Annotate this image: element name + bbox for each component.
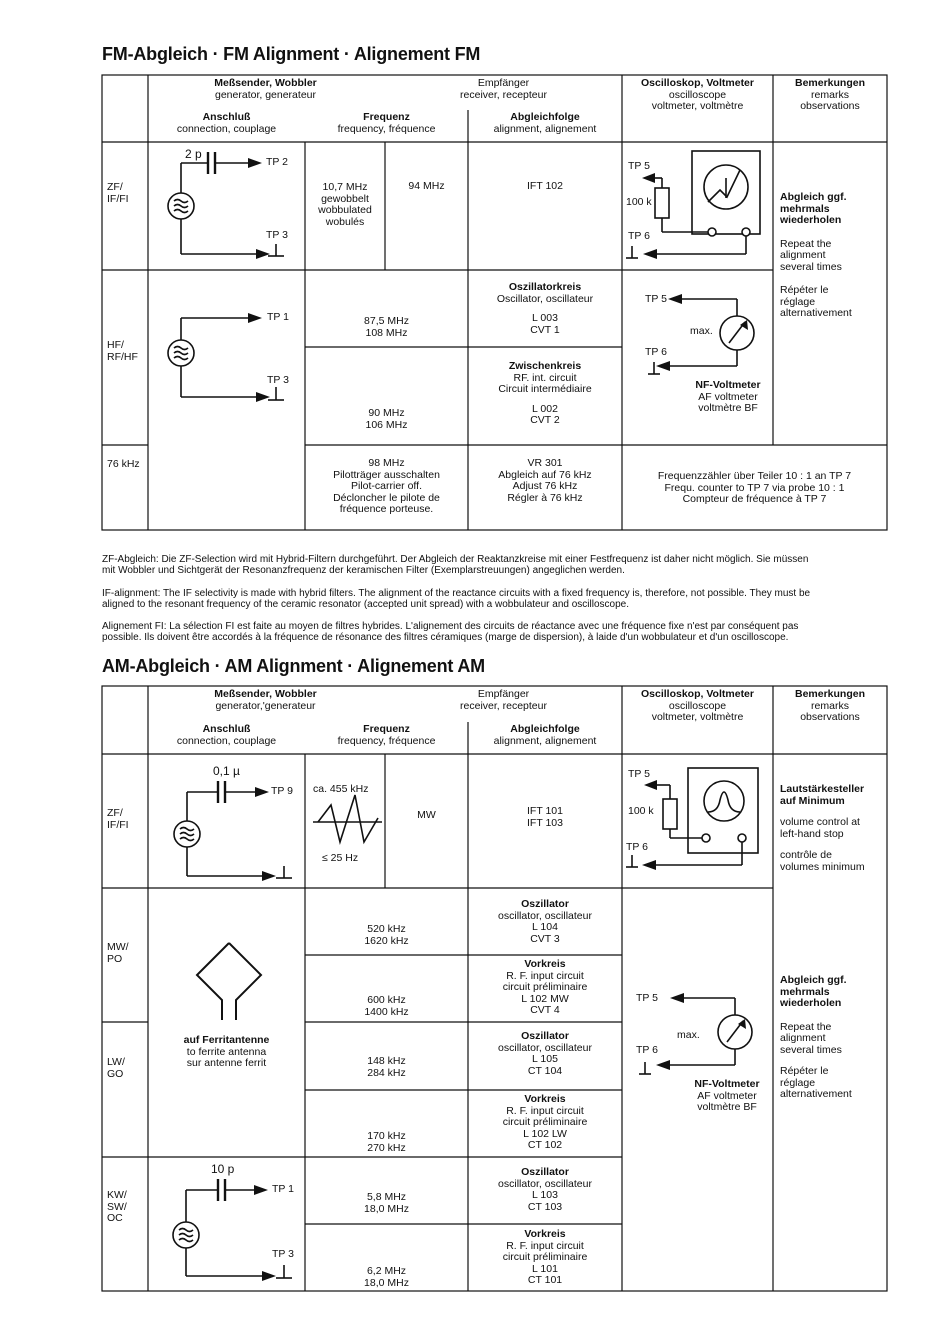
fm-hf-tp1: TP 1	[267, 311, 289, 323]
am-title: AM-Abgleich · AM Alignment · Alignement AM	[102, 656, 485, 676]
am-kw-tp3: TP 3	[272, 1248, 294, 1260]
am-zf-osc-res: 100 k	[628, 805, 654, 817]
am-kw-seq1: Oszillator oscillator, oscillateur L 103 CT 103	[498, 1166, 592, 1213]
fm-hf-tp5: TP 5	[645, 293, 667, 305]
am-kw-seq2: Vorkreis R. F. input circuit circuit préliminaire L 101 CT 101	[502, 1228, 588, 1286]
fm-zf-sequence: IFT 102	[527, 180, 563, 192]
fm-zf-osc-res: 100 k	[626, 196, 652, 208]
am-hdr-oscilloscope: Oscilloskop, Voltmeter oscilloscope voltmeter, voltmètre	[640, 688, 754, 723]
fm-76khz-sequence: VR 301 Abgleich auf 76 kHz Adjust 76 kHz Régler à 76 kHz	[498, 457, 592, 504]
am-lw-freq1: 148 kHz 284 kHz	[367, 1055, 406, 1079]
am-hdr-generator: Meßsender, Wobbler generator,'generateur	[214, 688, 317, 712]
am-kw-tp1: TP 1	[272, 1183, 294, 1195]
am-kw-capacitor: 10 p	[211, 1162, 235, 1176]
am-zf-sequence: IFT 101 IFT 103	[527, 805, 563, 829]
am-vm-tp6: TP 6	[636, 1044, 658, 1056]
fm-hf-voltmeter-label: NF-Voltmeter AF voltmeter voltmètre BF	[695, 379, 761, 414]
am-lw-seq1: Oszillator oscillator, oscillateur L 105 CT 104	[498, 1030, 592, 1077]
am-zf-freq1: ca. 455 kHz	[313, 783, 369, 795]
fm-76khz-freq: 98 MHz Pilotträger ausschalten Pilot-carrier off. Décloncher le pilote de fréquence porteuse.	[333, 457, 440, 515]
wobble-signal-symbol	[313, 795, 382, 842]
note-de: ZF-Abgleich: Die ZF-Selection wird mit Hybrid-Filtern durchgeführt. Der Abgleich der Reaktanzkreise mit einer Festfrequenz ist daher nicht möglich. Sie müssen mit Wobbler und Sichtgerät der Resonanzfrequenz der keramischen Filter (Exemplarstreuungen) angeglichen werden.	[102, 554, 809, 576]
am-zf-osc-tp6: TP 6	[626, 841, 648, 853]
fm-zf-freq2: 94 MHz	[408, 180, 445, 192]
fm-hdr-receiver: Empfänger receiver, recepteur	[460, 77, 547, 101]
am-kw-freq1: 5,8 MHz 18,0 MHz	[364, 1191, 409, 1215]
am-hdr-remarks: Bemerkungen remarks observations	[794, 688, 866, 723]
note-fr: Alignement FI: La sélection FI est faite au moyen de filtres hybrides. L'alignement des circuits de réactance avec une fréquence fixe n'est par conséquent pas possible. Ils doivent être accordés à la fréquence de résonance des filtres céramiques (marge de dispersion), à laide d'un wobbulateur et d'un oscilloscope.	[102, 621, 799, 643]
am-zf-tp9: TP 9	[271, 785, 293, 797]
am-zf-osc-tp5: TP 5	[628, 768, 650, 780]
fm-hdr-remarks: Bemerkungen remarks observations	[794, 77, 866, 112]
fm-hf-freq1: 87,5 MHz 108 MHz	[364, 315, 409, 339]
am-kw-freq2: 6,2 MHz 18,0 MHz	[364, 1265, 409, 1289]
am-mw-label: MW/ PO	[107, 941, 129, 965]
fm-hf-label: HF/ RF/HF	[107, 339, 138, 363]
am-zf-freq2: ≤ 25 Hz	[322, 852, 359, 864]
ferrite-antenna-label: auf Ferritantenne to ferrite antenna sur antenne ferrit	[183, 1034, 270, 1069]
fm-zf-tp2: TP 2	[266, 156, 288, 168]
am-zf-remarks: Lautstärkesteller auf Minimum volume control at left-hand stop contrôle de volumes minimum	[780, 783, 865, 873]
fm-hf-freq2: 90 MHz 106 MHz	[365, 407, 408, 431]
am-vm-max: max.	[677, 1029, 700, 1041]
fm-hdr-oscilloscope: Oscilloskop, Voltmeter oscilloscope voltmeter, voltmètre	[640, 77, 754, 112]
am-lw-seq2: Vorkreis R. F. input circuit circuit préliminaire L 102 LW CT 102	[502, 1093, 588, 1151]
fm-zf-label: ZF/ IF/FI	[107, 181, 129, 205]
am-zf-capacitor: 0,1 µ	[213, 764, 240, 778]
fm-hf-tp3: TP 3	[267, 374, 289, 386]
fm-zf-tp3: TP 3	[266, 229, 288, 241]
am-mw-freq2: 600 kHz 1400 kHz	[364, 994, 409, 1018]
am-zf-label: ZF/ IF/FI	[107, 807, 129, 831]
fm-76khz-counter: Frequenzzähler über Teiler 10 : 1 an TP 7 Frequ. counter to TP 7 via probe 10 : 1 Compteur de fréquence à TP 7	[657, 470, 852, 505]
fm-hf-tp6: TP 6	[645, 346, 667, 358]
fm-hf-seq1: Oszillatorkreis Oscillator, oscillateur L 003 CVT 1	[496, 281, 594, 336]
am-kw-label: KW/ SW/ OC	[107, 1189, 127, 1224]
note-en: IF-alignment: The IF selectivity is made with hybrid filters. The alignment of the reactance circuits with a fixed frequency is, therefore, not possible. They must be aligned to the resonant frequency of the ceramic resonator (accepted unit spread) with a wobbulateur and oscilloscope.	[102, 588, 811, 610]
fm-zf-capacitor: 2 p	[185, 147, 202, 161]
fm-zf-freq1: 10,7 MHz gewobbelt wobbulated wobulés	[318, 181, 372, 228]
am-hdr-connection: Anschluß connection, couplage	[176, 723, 277, 747]
fm-hf-max: max.	[690, 325, 713, 337]
am-hdr-receiver: Empfänger receiver, recepteur	[460, 688, 547, 712]
am-hdr-frequency: Frequenz frequency, fréquence	[337, 723, 436, 747]
fm-zf-osc-tp6: TP 6	[628, 230, 650, 242]
fm-title: FM-Abgleich · FM Alignment · Alignement FM	[102, 44, 481, 64]
fm-hf-generator-symbol	[168, 318, 284, 400]
am-vm-tp5: TP 5	[636, 992, 658, 1004]
am-lw-label: LW/ GO	[107, 1056, 125, 1080]
am-mw-seq1: Oszillator oscillator, oscillateur L 104 CVT 3	[498, 898, 592, 945]
fm-hdr-frequency: Frequenz frequency, fréquence	[337, 111, 436, 135]
fm-hdr-connection: Anschluß connection, couplage	[176, 111, 277, 135]
am-mw-seq2: Vorkreis R. F. input circuit circuit préliminaire L 102 MW CVT 4	[502, 958, 588, 1016]
am-lw-freq2: 170 kHz 270 kHz	[367, 1130, 406, 1154]
fm-hdr-sequence: Abgleichfolge alignment, alignement	[493, 111, 597, 135]
am-remarks: Abgleich ggf. mehrmals wiederholen Repeat the alignment several times Répéter le réglage alternativement	[780, 974, 852, 1100]
am-voltmeter-label: NF-Voltmeter AF voltmeter voltmètre BF	[694, 1078, 760, 1113]
fm-remarks: Abgleich ggf. mehrmals wiederholen Repeat the alignment several times Répéter le réglage alternativement	[780, 191, 852, 319]
fm-hdr-generator: Meßsender, Wobbler generator, generateur	[214, 77, 317, 101]
am-mw-freq1: 520 kHz 1620 kHz	[364, 923, 409, 947]
fm-hf-seq2: Zwischenkreis RF. int. circuit Circuit intermédiaire L 002 CVT 2	[498, 360, 592, 426]
am-hdr-sequence: Abgleichfolge alignment, alignement	[493, 723, 597, 747]
fm-76khz-label: 76 kHz	[107, 458, 140, 470]
fm-zf-osc-tp5: TP 5	[628, 160, 650, 172]
ferrite-antenna-symbol	[197, 943, 261, 1020]
am-zf-band: MW	[417, 809, 436, 821]
